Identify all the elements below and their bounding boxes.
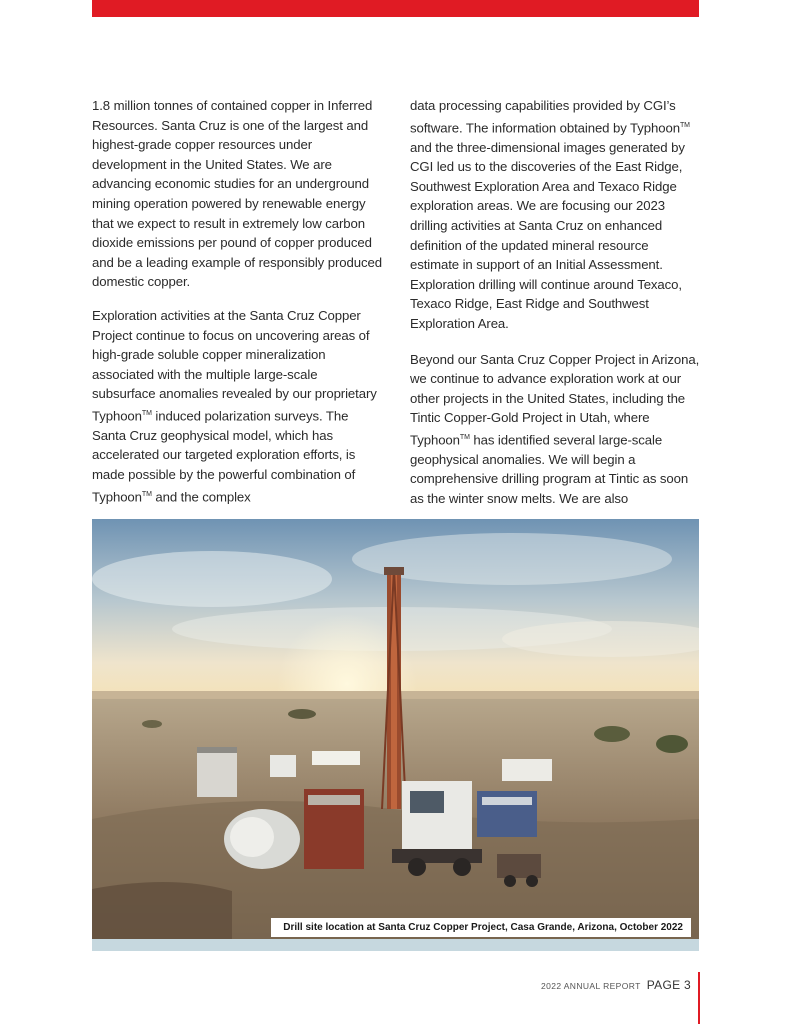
left-paragraph-2-text-b: induced polarization surveys. The Santa Cruz geophysical model, which has accelerated our targeted exploration efforts, is made possible by the powerful combination of Typhoon: [92, 408, 356, 505]
left-paragraph-2-text-c: and the complex: [151, 489, 251, 505]
trademark-symbol: TM: [141, 490, 152, 498]
right-text-column: [410, 96, 700, 525]
left-paragraph-2-text-a: Exploration activities at the Santa Cruz Copper Project continue to focus on uncovering areas of high-grade soluble copper mineralization associated with the multiple large-scale subsurface anomalies revealed by our proprietary Typhoon: [92, 307, 377, 424]
footer-page-number: PAGE 3: [646, 978, 691, 992]
right-paragraph-1: [410, 96, 700, 334]
footer-report-label: 2022 ANNUAL REPORT: [540, 981, 641, 991]
drill-site-illustration: [92, 519, 699, 951]
trademark-symbol: TM: [679, 121, 690, 129]
photo-caption: Drill site location at Santa Cruz Copper Project, Casa Grande, Arizona, October 2022: [271, 918, 691, 937]
right-paragraph-2: [410, 350, 700, 509]
trademark-symbol: TM: [459, 433, 470, 441]
left-paragraph-1-text: 1.8 million tonnes of contained copper in Inferred Resources. Santa Cruz is one of the largest and highest-grade copper resources under development in the United States. We are advancing economic studies for an underground mining operation powered by renewable energy that we expect to result in extremely low carbon dioxide emissions per pound of copper produced and be a leading example of responsibly produced domestic copper.: [92, 98, 382, 290]
right-paragraph-2-text-a: Beyond our Santa Cruz Copper Project in Arizona, we continue to advance exploration work at our other projects in the United States, including the Tintic Copper-Gold Project in Utah, where Typhoon: [410, 351, 700, 448]
right-paragraph-2-text-b: has identified several large-scale geophysical anomalies. We will begin a comprehensive drilling program at Tintic as soon as the winter snow melts. We are also: [410, 432, 689, 507]
page-footer: [541, 978, 691, 992]
footer-accent-rule: [698, 972, 700, 1024]
left-text-column: [92, 96, 382, 521]
trademark-symbol: TM: [141, 409, 152, 417]
top-accent-bar: [92, 0, 699, 17]
left-paragraph-1: [92, 96, 382, 292]
drill-site-photo: [92, 519, 699, 951]
left-paragraph-2: [92, 306, 382, 507]
right-paragraph-1-text-a: data processing capabilities provided by CGI’s software. The information obtained by Typhoon: [410, 98, 680, 135]
right-paragraph-1-text-b: and the three-dimensional images generated by CGI led us to the discoveries of the East Ridge, Southwest Exploration Area and Texaco Ridge exploration areas. We are focusing our 2023 drilling activities at Santa Cruz on enhanced definition of the updated mineral resource estimate in support of an Initial Assessment. Exploration drilling will continue around Texaco, Texaco Ridge, East Ridge and Southwest Exploration Area.: [410, 139, 685, 331]
